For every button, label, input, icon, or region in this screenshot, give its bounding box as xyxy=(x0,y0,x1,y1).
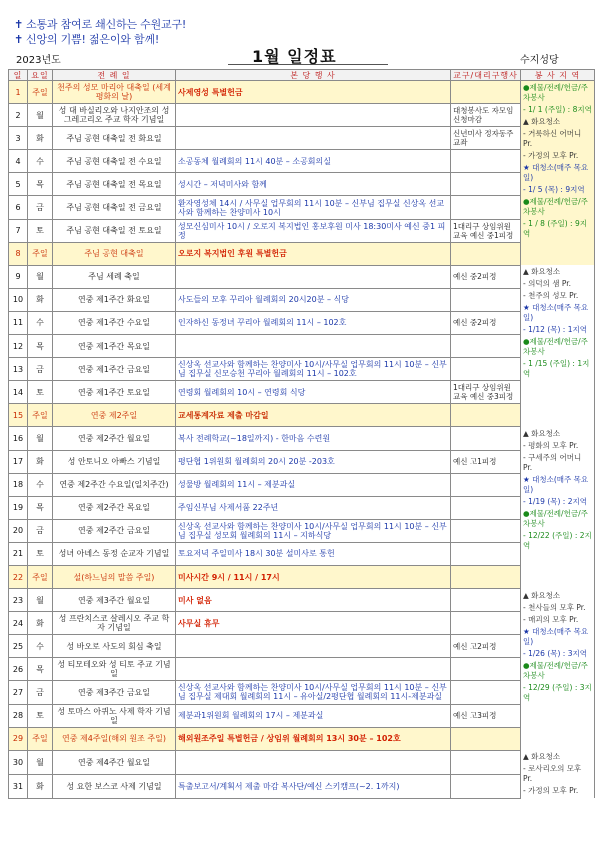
liturgy-cell: 연중 제2주간 목요일 xyxy=(53,496,176,519)
service-line: - 거룩하신 어머니 Pr. xyxy=(523,129,582,148)
weekday-cell: 주일 xyxy=(28,242,53,265)
liturgy-cell: 성 티모테오와 성 티토 주교 기념일 xyxy=(53,658,176,681)
liturgy-cell: 성 요한 보스코 사제 기념일 xyxy=(53,774,176,798)
liturgy-cell: 성 프란치스코 살레시오 주교 학자 기념일 xyxy=(53,612,176,635)
day-cell: 1 xyxy=(9,81,28,104)
weekday-cell: 월 xyxy=(28,589,53,612)
table-row xyxy=(9,150,595,173)
weekday-cell: 화 xyxy=(28,774,53,798)
service-line: ▲ 화요청소 xyxy=(523,428,561,438)
parish-event-cell: 신상옥 선교사와 함께하는 찬양미사 10시/사무실 업무회의 11시 10분 – 신부님 집무실 제대회 월례회의 11시 – 유아실/2평단협 월례회의 11시-제분과실 xyxy=(176,681,451,704)
day-cell: 13 xyxy=(9,358,28,381)
liturgy-cell: 연중 제2주일 xyxy=(53,404,176,427)
weekday-cell: 화 xyxy=(28,288,53,311)
diocese-event-cell xyxy=(451,358,521,381)
slogan-text-2: 신앙의 기쁨! 젊은이와 함께! xyxy=(26,33,160,46)
service-line: - 가정의 모후 Pr. xyxy=(523,786,579,796)
liturgy-cell: 주님 공현 대축일 전 토요일 xyxy=(53,219,176,242)
table-row xyxy=(9,496,595,519)
day-cell: 10 xyxy=(9,288,28,311)
table-row xyxy=(9,542,595,565)
service-line: - 1/ 5 (목) : 9지역 xyxy=(523,185,585,194)
table-row xyxy=(9,335,595,358)
day-cell: 30 xyxy=(9,750,28,774)
page-title: 1월 일정표 xyxy=(252,47,337,66)
service-line: - 1 / 8 (주일) : 9지역 xyxy=(523,219,587,238)
weekday-cell: 주일 xyxy=(28,81,53,104)
weekday-cell: 주일 xyxy=(28,404,53,427)
day-cell: 8 xyxy=(9,242,28,265)
table-row xyxy=(9,704,595,727)
diocese-event-cell xyxy=(451,658,521,681)
table-row xyxy=(9,265,595,288)
header-diocese-events: 교구/대리구행사 xyxy=(451,70,521,81)
day-cell: 26 xyxy=(9,658,28,681)
parish-event-cell: 토요저녁 주일미사 18시 30분 설미사로 통헌 xyxy=(176,542,451,565)
liturgy-cell: 연중 제2주간 수요일(일치주간) xyxy=(53,473,176,496)
service-line: ▲ 화요청소 xyxy=(523,117,561,126)
service-area-cell xyxy=(521,427,595,589)
parish-event-cell: 해외원조주일 특별헌금 / 상임위 월례회의 13시 30분 – 102호 xyxy=(176,727,451,750)
parish-event-cell: 성물방 월례회의 11시 – 제분과실 xyxy=(176,473,451,496)
title-underline xyxy=(228,64,388,65)
diocese-event-cell xyxy=(451,727,521,750)
table-row xyxy=(9,450,595,473)
parish-event-cell: 인자하신 동정녀 꾸리아 월례회의 11시 – 102호 xyxy=(176,311,451,334)
liturgy-cell: 성 바오로 사도의 회심 축일 xyxy=(53,635,176,658)
diocese-event-cell: 예신 고2피정 xyxy=(451,635,521,658)
weekday-cell: 토 xyxy=(28,381,53,404)
header-liturgy: 전 례 일 xyxy=(53,70,176,81)
weekday-cell: 토 xyxy=(28,704,53,727)
diocese-event-cell xyxy=(451,750,521,774)
weekday-cell: 월 xyxy=(28,104,53,127)
table-row xyxy=(9,358,595,381)
schedule-table xyxy=(8,69,595,799)
weekday-cell: 금 xyxy=(28,519,53,542)
header-service-area: 봉 사 지 역 xyxy=(521,70,595,81)
parish-event-cell xyxy=(176,750,451,774)
parish-event-cell xyxy=(176,635,451,658)
day-cell: 14 xyxy=(9,381,28,404)
service-area-cell xyxy=(521,589,595,751)
weekday-cell: 화 xyxy=(28,127,53,150)
service-line: - 천사들의 모후 Pr. xyxy=(523,602,586,612)
day-cell: 9 xyxy=(9,265,28,288)
diocese-event-cell xyxy=(451,519,521,542)
weekday-cell: 토 xyxy=(28,542,53,565)
liturgy-cell: 연중 제2주간 금요일 xyxy=(53,519,176,542)
diocese-event-cell xyxy=(451,150,521,173)
diocese-event-cell xyxy=(451,242,521,265)
diocese-event-cell xyxy=(451,496,521,519)
liturgy-cell: 연중 제4주일(해외 원조 주일) xyxy=(53,727,176,750)
parish-event-cell xyxy=(176,265,451,288)
liturgy-cell: 주님 공현 대축일 전 수요일 xyxy=(53,150,176,173)
service-line: ●제물/전례/헌금/주차봉사 xyxy=(523,660,588,680)
weekday-cell: 토 xyxy=(28,219,53,242)
parish-event-cell: 미사 없음 xyxy=(176,589,451,612)
parish-event-cell: 사제영성 특별헌금 xyxy=(176,81,451,104)
day-cell: 12 xyxy=(9,335,28,358)
service-line: ●제물/전례/헌금/주차봉사 xyxy=(523,508,588,528)
table-row xyxy=(9,219,595,242)
table-row xyxy=(9,381,595,404)
day-cell: 25 xyxy=(9,635,28,658)
liturgy-cell: 성 대 바실리오와 나지안조의 성 그레고리오 주교 학자 기념일 xyxy=(53,104,176,127)
day-cell: 20 xyxy=(9,519,28,542)
liturgy-cell: 성녀 아녜스 동정 순교자 기념일 xyxy=(53,542,176,565)
parish-event-cell: 성시간 – 저녁미사와 함께 xyxy=(176,173,451,196)
day-cell: 3 xyxy=(9,127,28,150)
liturgy-cell: 주님 공현 대축일 전 화요일 xyxy=(53,127,176,150)
service-line: ●제물/전례/헌금/주차봉사 xyxy=(523,197,588,216)
diocese-event-cell xyxy=(451,565,521,588)
liturgy-cell: 연중 제3주간 월요일 xyxy=(53,589,176,612)
service-line: - 평화의 모후 Pr. xyxy=(523,440,579,450)
service-line: ★ 대청소(매주 목요일) xyxy=(523,163,589,182)
parish-event-cell xyxy=(176,127,451,150)
table-row xyxy=(9,196,595,219)
day-cell: 11 xyxy=(9,311,28,334)
parish-name: 수지성당 xyxy=(520,55,559,66)
parish-event-cell: 소공동체 월례회의 11시 40분 – 소공회의실 xyxy=(176,150,451,173)
service-line: - 1 /15 (주일) : 1지역 xyxy=(523,359,590,379)
table-row xyxy=(9,727,595,750)
parish-event-cell: 주임신부님 사제서품 22주년 xyxy=(176,496,451,519)
weekday-cell: 주일 xyxy=(28,565,53,588)
liturgy-cell: 성 안토니오 아빠스 기념일 xyxy=(53,450,176,473)
table-row xyxy=(9,242,595,265)
service-area-cell xyxy=(521,81,595,266)
service-line: ★ 대청소(매주 목요일) xyxy=(523,474,589,494)
table-row xyxy=(9,81,595,104)
service-line: ●제물/전례/헌금/주차봉사 xyxy=(523,337,588,357)
day-cell: 27 xyxy=(9,681,28,704)
parish-event-cell: 특출보고서/계획서 제출 마감 복사단/예신 스키캠프(~2. 1까지) xyxy=(176,774,451,798)
parish-event-cell xyxy=(176,104,451,127)
diocese-event-cell xyxy=(451,404,521,427)
liturgy-cell: 연중 제3주간 금요일 xyxy=(53,681,176,704)
diocese-event-cell xyxy=(451,681,521,704)
table-row xyxy=(9,774,595,798)
parish-event-cell: 오로지 복지법인 후원 특별헌금 xyxy=(176,242,451,265)
table-row xyxy=(9,565,595,588)
weekday-cell: 화 xyxy=(28,612,53,635)
parish-event-cell: 사무실 휴무 xyxy=(176,612,451,635)
parish-event-cell xyxy=(176,335,451,358)
table-row xyxy=(9,104,595,127)
service-line: ★ 대청소(매주 목요일) xyxy=(523,303,589,323)
liturgy-cell: 연중 제1주간 화요일 xyxy=(53,288,176,311)
table-row xyxy=(9,473,595,496)
day-cell: 29 xyxy=(9,727,28,750)
diocese-event-cell: 예신 고3피정 xyxy=(451,704,521,727)
liturgy-cell: 주님 공현 대축일 전 목요일 xyxy=(53,173,176,196)
weekday-cell: 수 xyxy=(28,150,53,173)
table-row xyxy=(9,589,595,612)
liturgy-cell: 연중 제1주간 목요일 xyxy=(53,335,176,358)
weekday-cell: 주일 xyxy=(28,727,53,750)
diocese-event-cell xyxy=(451,196,521,219)
diocese-event-cell xyxy=(451,427,521,450)
day-cell: 16 xyxy=(9,427,28,450)
table-row xyxy=(9,173,595,196)
diocese-event-cell: 예신 중2피정 xyxy=(451,265,521,288)
service-line: - 로사리오의 모후 Pr. xyxy=(523,764,582,784)
table-row xyxy=(9,404,595,427)
weekday-cell: 수 xyxy=(28,311,53,334)
service-line: - 1/19 (목) : 2지역 xyxy=(523,496,587,506)
diocese-event-cell: 예신 중2피정 xyxy=(451,311,521,334)
parish-event-cell: 신상옥 선교사와 함께하는 찬양미사 10시/사무실 업무회의 11시 10분 – 신부님 집무실 성모회 월례회의 11시 – 지하식당 xyxy=(176,519,451,542)
weekday-cell: 수 xyxy=(28,635,53,658)
table-row xyxy=(9,681,595,704)
service-line: ●제물/전례/헌금/주차봉사 xyxy=(523,83,588,102)
parish-event-cell: 복사 전례학교(~18일까지) - 한마음 수련원 xyxy=(176,427,451,450)
day-cell: 7 xyxy=(9,219,28,242)
diocese-event-cell xyxy=(451,473,521,496)
table-row xyxy=(9,127,595,150)
day-cell: 24 xyxy=(9,612,28,635)
header-weekday: 요일 xyxy=(28,70,53,81)
day-cell: 22 xyxy=(9,565,28,588)
parish-event-cell xyxy=(176,658,451,681)
diocese-event-cell xyxy=(451,335,521,358)
parish-event-cell: 평단협 1위원회 월례회의 20시 20분 -203호 xyxy=(176,450,451,473)
day-cell: 4 xyxy=(9,150,28,173)
service-line: - 매괴의 모후 Pr. xyxy=(523,614,579,624)
day-cell: 23 xyxy=(9,589,28,612)
day-cell: 17 xyxy=(9,450,28,473)
table-row xyxy=(9,519,595,542)
weekday-cell: 금 xyxy=(28,358,53,381)
day-cell: 15 xyxy=(9,404,28,427)
diocese-event-cell: 대청봉사도 자모임 신청마감 xyxy=(451,104,521,127)
day-cell: 5 xyxy=(9,173,28,196)
weekday-cell: 월 xyxy=(28,750,53,774)
day-cell: 21 xyxy=(9,542,28,565)
liturgy-cell: 천주의 성모 마리아 대축일 (세계 평화의 날) xyxy=(53,81,176,104)
header-parish-events: 본 당 행 사 xyxy=(176,70,451,81)
slogan-line-1 xyxy=(14,16,186,32)
service-line: ★ 대청소(매주 목요일) xyxy=(523,626,589,646)
weekday-cell: 수 xyxy=(28,473,53,496)
day-cell: 18 xyxy=(9,473,28,496)
weekday-cell: 목 xyxy=(28,173,53,196)
table-row xyxy=(9,635,595,658)
liturgy-cell: 성 토마스 아퀴노 사제 학자 기념일 xyxy=(53,704,176,727)
slogan-line-2 xyxy=(14,31,159,47)
liturgy-cell: 연중 제1주간 금요일 xyxy=(53,358,176,381)
parish-event-cell: 교세통계자료 제출 마감일 xyxy=(176,404,451,427)
diocese-event-cell xyxy=(451,81,521,104)
weekday-cell: 목 xyxy=(28,496,53,519)
header-day: 일 xyxy=(9,70,28,81)
diocese-event-cell xyxy=(451,288,521,311)
table-row xyxy=(9,658,595,681)
day-cell: 31 xyxy=(9,774,28,798)
service-line: - 1/12 (목) : 1지역 xyxy=(523,325,587,335)
liturgy-cell: 연중 제1주간 수요일 xyxy=(53,311,176,334)
parish-event-cell: 성모신심미사 10시 / 오로지 복지법인 홍보후원 미사 18:30미사 예신 중1 피정 xyxy=(176,219,451,242)
service-line: - 가정의 모후 Pr. xyxy=(523,151,579,160)
table-row xyxy=(9,311,595,334)
liturgy-cell: 연중 제2주간 월요일 xyxy=(53,427,176,450)
diocese-event-cell xyxy=(451,774,521,798)
service-line: - 12/22 (주일) : 2지역 xyxy=(523,530,592,550)
service-line: - 1/ 1 (주일) : 8지역 xyxy=(523,105,592,114)
weekday-cell: 월 xyxy=(28,265,53,288)
table-row xyxy=(9,427,595,450)
service-line: - 구세주의 어머니 Pr. xyxy=(523,452,582,472)
service-area-cell xyxy=(521,265,595,427)
weekday-cell: 금 xyxy=(28,196,53,219)
weekday-cell: 목 xyxy=(28,335,53,358)
service-line: - 1/26 (목) : 3지역 xyxy=(523,648,587,658)
weekday-cell: 금 xyxy=(28,681,53,704)
diocese-event-cell: 신년미사 정자동주교좌 xyxy=(451,127,521,150)
service-line: - 의덕의 샘 Pr. xyxy=(523,279,572,289)
diocese-event-cell xyxy=(451,173,521,196)
liturgy-cell: 연중 제1주간 토요일 xyxy=(53,381,176,404)
service-line: ▲ 화요청소 xyxy=(523,267,561,277)
parish-event-cell: 환자영성체 14시 / 사무실 업무회의 11시 10분 – 신부님 집무실 신상옥 선교사와 함께하는 찬양미사 10시 xyxy=(176,196,451,219)
table-row xyxy=(9,750,595,774)
service-line: - 12/29 (주일) : 3지역 xyxy=(523,682,592,702)
table-header-row xyxy=(9,70,595,81)
liturgy-cell: 연중 제4주간 월요일 xyxy=(53,750,176,774)
service-line: - 천주의 성모 Pr. xyxy=(523,291,579,301)
cross-icon: ✝ xyxy=(14,18,24,31)
weekday-cell: 화 xyxy=(28,450,53,473)
diocese-event-cell: 1대리구 상임위원교육 예신 중1피정 xyxy=(451,219,521,242)
liturgy-cell: 주님 공현 대축일 전 금요일 xyxy=(53,196,176,219)
weekday-cell: 목 xyxy=(28,658,53,681)
service-line: ▲ 화요청소 xyxy=(523,752,561,762)
diocese-event-cell: 예신 고1피정 xyxy=(451,450,521,473)
day-cell: 6 xyxy=(9,196,28,219)
liturgy-cell: 주님 세례 축일 xyxy=(53,265,176,288)
liturgy-cell: 설(하느님의 말씀 주일) xyxy=(53,565,176,588)
year-label: 2023년도 xyxy=(16,55,61,66)
parish-event-cell: 연령회 월례회의 10시 – 연령회 식당 xyxy=(176,381,451,404)
liturgy-cell: 주님 공현 대축일 xyxy=(53,242,176,265)
slogan-text-1: 소통과 참여로 쇄신하는 수원교구! xyxy=(26,18,187,31)
diocese-event-cell: 1대리구 상임위원교육 예신 중3피정 xyxy=(451,381,521,404)
service-line: ▲ 화요청소 xyxy=(523,590,561,600)
diocese-event-cell xyxy=(451,612,521,635)
cross-icon: ✝ xyxy=(14,33,24,46)
parish-event-cell: 미사시간 9시 / 11시 / 17시 xyxy=(176,565,451,588)
parish-event-cell: 사도들의 모후 꾸리아 월례회의 20시20분 – 식당 xyxy=(176,288,451,311)
diocese-event-cell xyxy=(451,589,521,612)
table-row xyxy=(9,288,595,311)
day-cell: 19 xyxy=(9,496,28,519)
day-cell: 2 xyxy=(9,104,28,127)
weekday-cell: 월 xyxy=(28,427,53,450)
table-row xyxy=(9,612,595,635)
parish-event-cell: 신상옥 선교사와 함께하는 찬양미사 10시/사무실 업무회의 11시 10분 – 신부님 집무실 신모승천 꾸리아 월례회의 11시 – 102호 xyxy=(176,358,451,381)
service-area-cell xyxy=(521,750,595,798)
parish-event-cell: 제분과1위원회 월례회의 17시 – 제분과실 xyxy=(176,704,451,727)
day-cell: 28 xyxy=(9,704,28,727)
diocese-event-cell xyxy=(451,542,521,565)
